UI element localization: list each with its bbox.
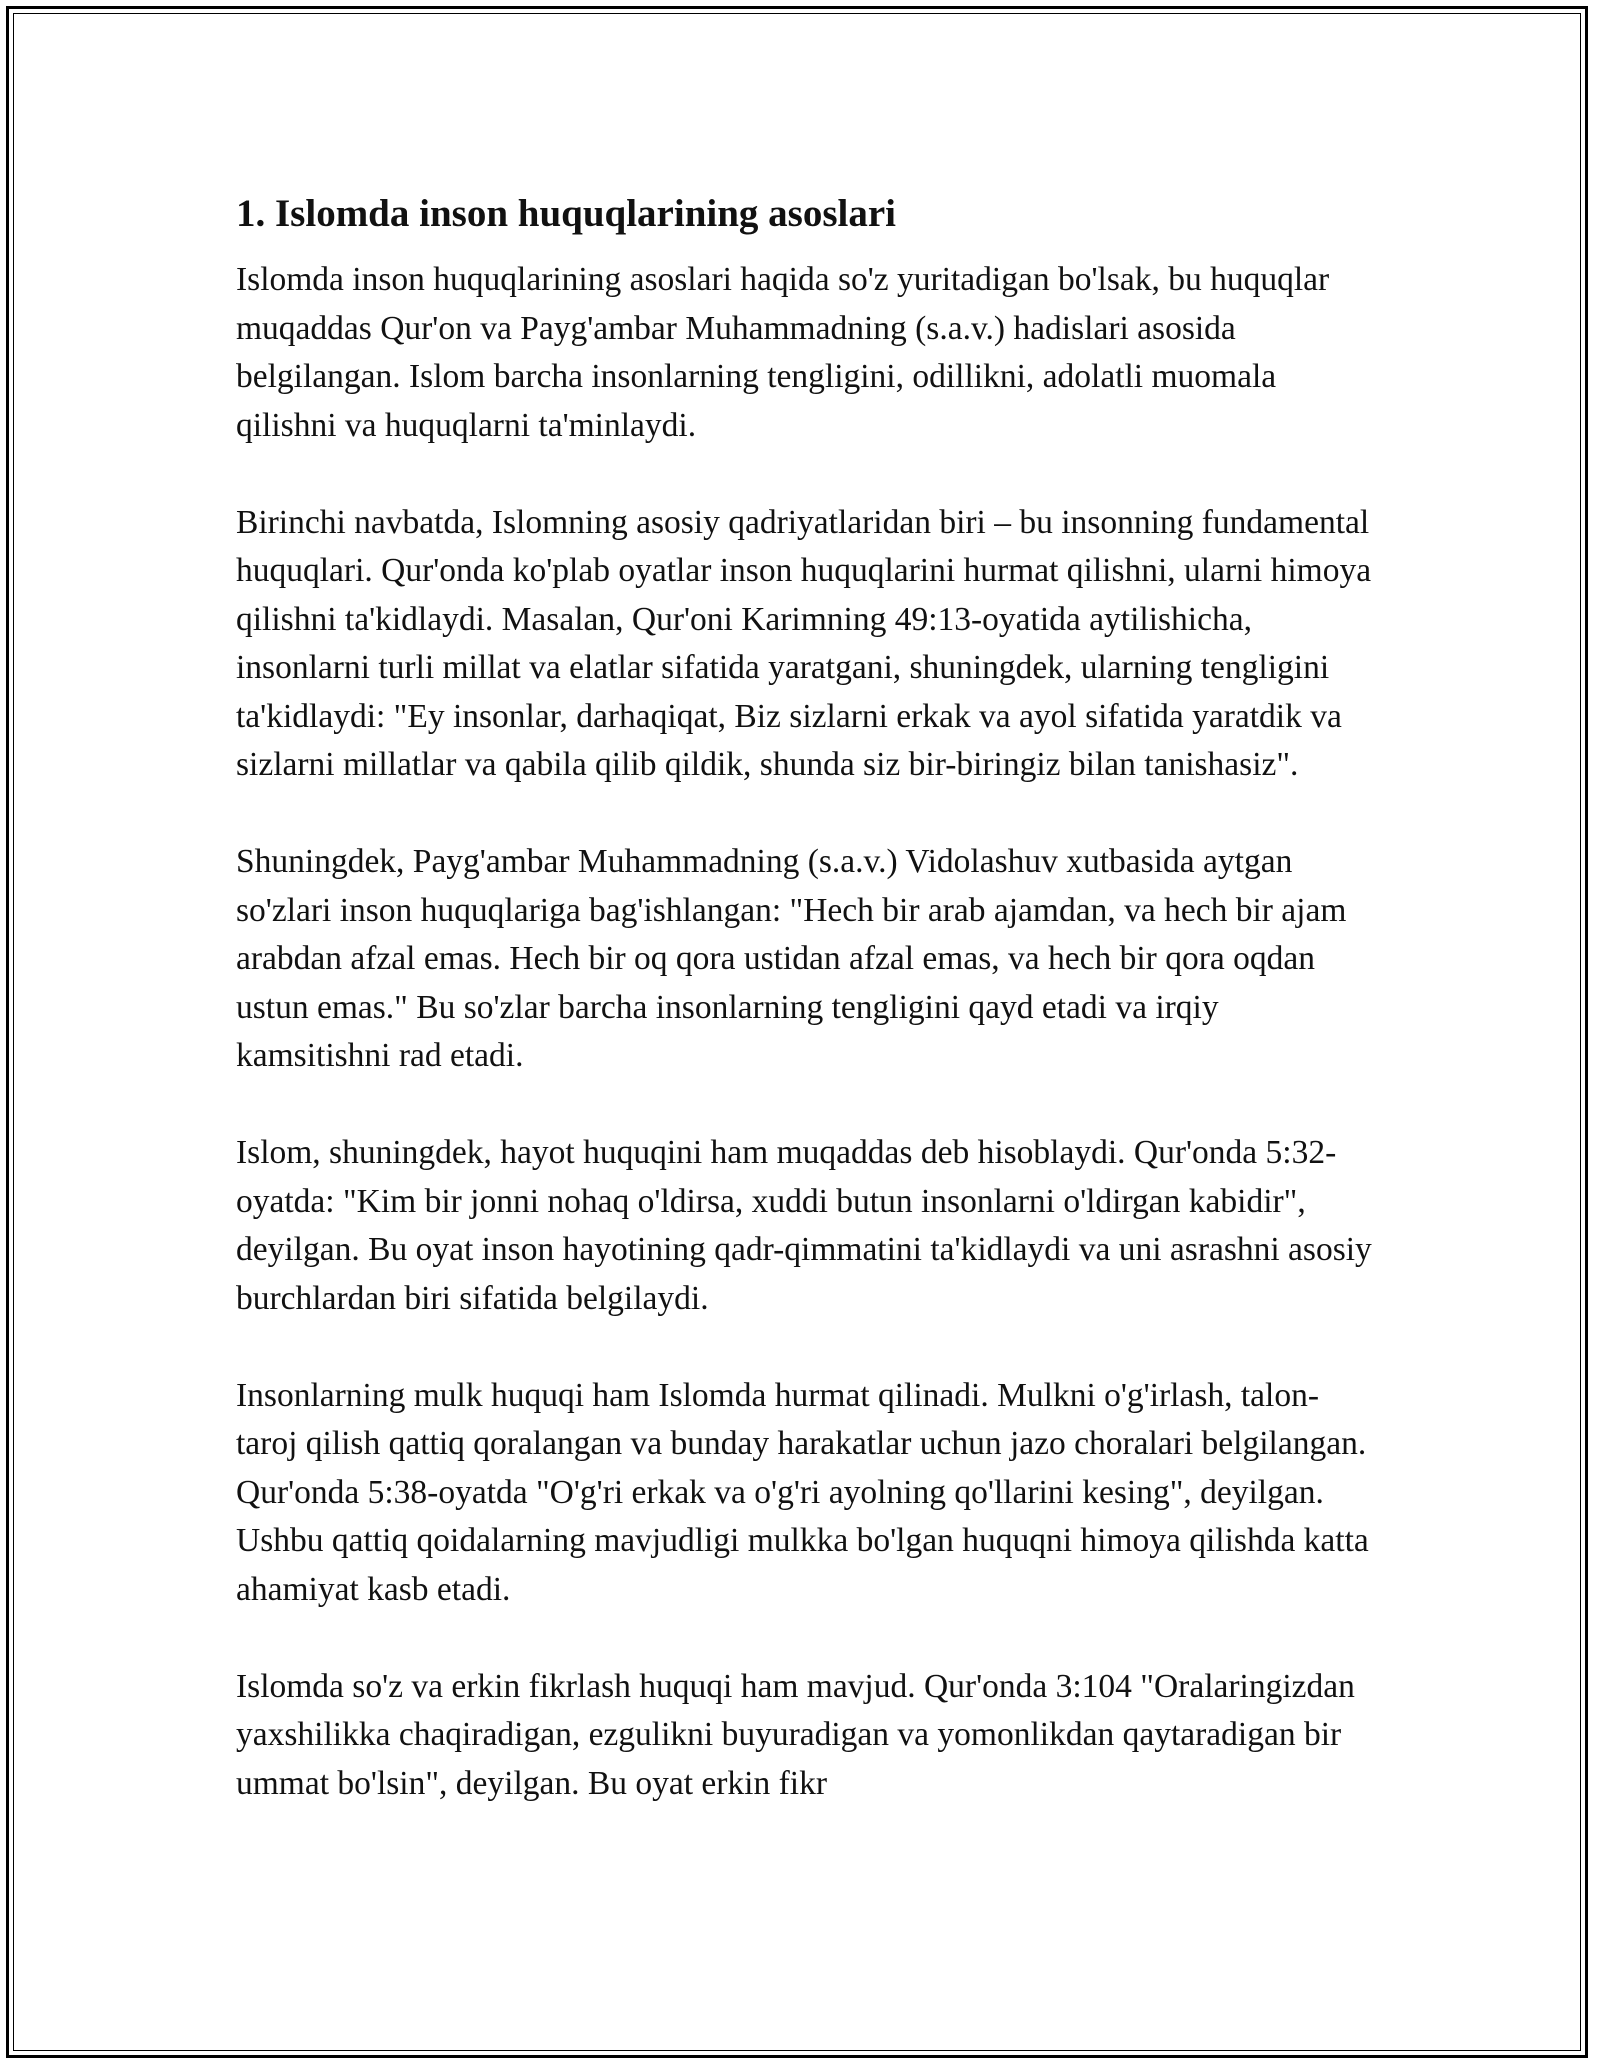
paragraph-fundamental-rights: Birinchi navbatda, Islomning asosiy qadriyatlaridan biri – bu insonning fundamental huquqlari. Qur'onda ko'plab oyatlar inson huquqlarini hurmat qilishni, ularni himoya qilishni ta'kidlaydi. Masalan, Qur'oni Karimning 49:13-oyatida aytilishicha, insonlarni turli millat va elatlar sifatida yaratgani, shuningdek, ularning tengligini ta'kidlaydi: "Ey insonlar, darhaqiqat, Biz sizlarni erkak va ayol sifatida yaratdik va sizlarni millatlar va qabila qilib qildik, shunda siz bir-biringiz bilan tanishasiz". [236,503,1372,783]
paragraph-property-rights: Insonlarning mulk huquqi ham Islomda hurmat qilinadi. Mulkni o'g'irlash, talon-taroj qilish qattiq qoralangan va bunday harakatlar uchun jazo choralari belgilangan. Qur'onda 5:38-oyatda "O'g'ri erkak va o'g'ri ayolning qo'llarini kesing", deyilgan. Ushbu qattiq qoidalarning mavjudligi mulkka bo'lgan huquqni himoya qilishda katta ahamiyat kasb etadi. [236,1376,1369,1608]
paragraph-introduction: Islomda inson huquqlarining asoslari haqida so'z yuritadigan bo'lsak, bu huquqlar muqaddas Qur'on va Payg'ambar Muhammadning (s.a.v.) hadislari asosida belgilangan. Islom barcha insonlarning tengligini, odillikni, adolatli muomala qilishni va huquqlarni ta'minlaydi. [236,261,1330,444]
paragraph-farewell-sermon: Shuningdek, Payg'ambar Muhammadning (s.a.v.) Vidolashuv xutbasida aytgan so'zlari inson huquqlariga bag'ishlangan: "Hech bir arab ajamdan, va hech bir ajam arabdan afzal emas. Hech bir oq qora ustidan afzal emas, va hech bir qora oqdan ustun emas." Bu so'zlar barcha insonlarning tengligini qayd etadi va irqiy kamsitishni rad etadi. [236,843,1347,1074]
paragraph-right-to-life: Islom, shuningdek, hayot huquqini ham muqaddas deb hisoblaydi. Qur'onda 5:32-oyatda: "Kim bir jonni nohaq o'ldirsa, xuddi butun insonlarni o'ldirgan kabidir", deyilgan. Bu oyat inson hayotining qadr-qimmatini ta'kidlaydi va uni asrashni asosiy burchlardan biri sifatida belgilaydi. [236,1134,1372,1317]
document-body [236,186,1376,1857]
paragraph-free-speech: Islomda so'z va erkin fikrlash huquqi ham mavjud. Qur'onda 3:104 "Oralaringizdan yaxshilikka chaqiradigan, ezgulikni buyuradigan va yomonlikdan qaytaradigan bir ummat bo'lsin", deyilgan. Bu oyat erkin fikr [236,1667,1355,1802]
section-heading: 1. Islomda inson huquqlarining asoslari [236,192,896,235]
